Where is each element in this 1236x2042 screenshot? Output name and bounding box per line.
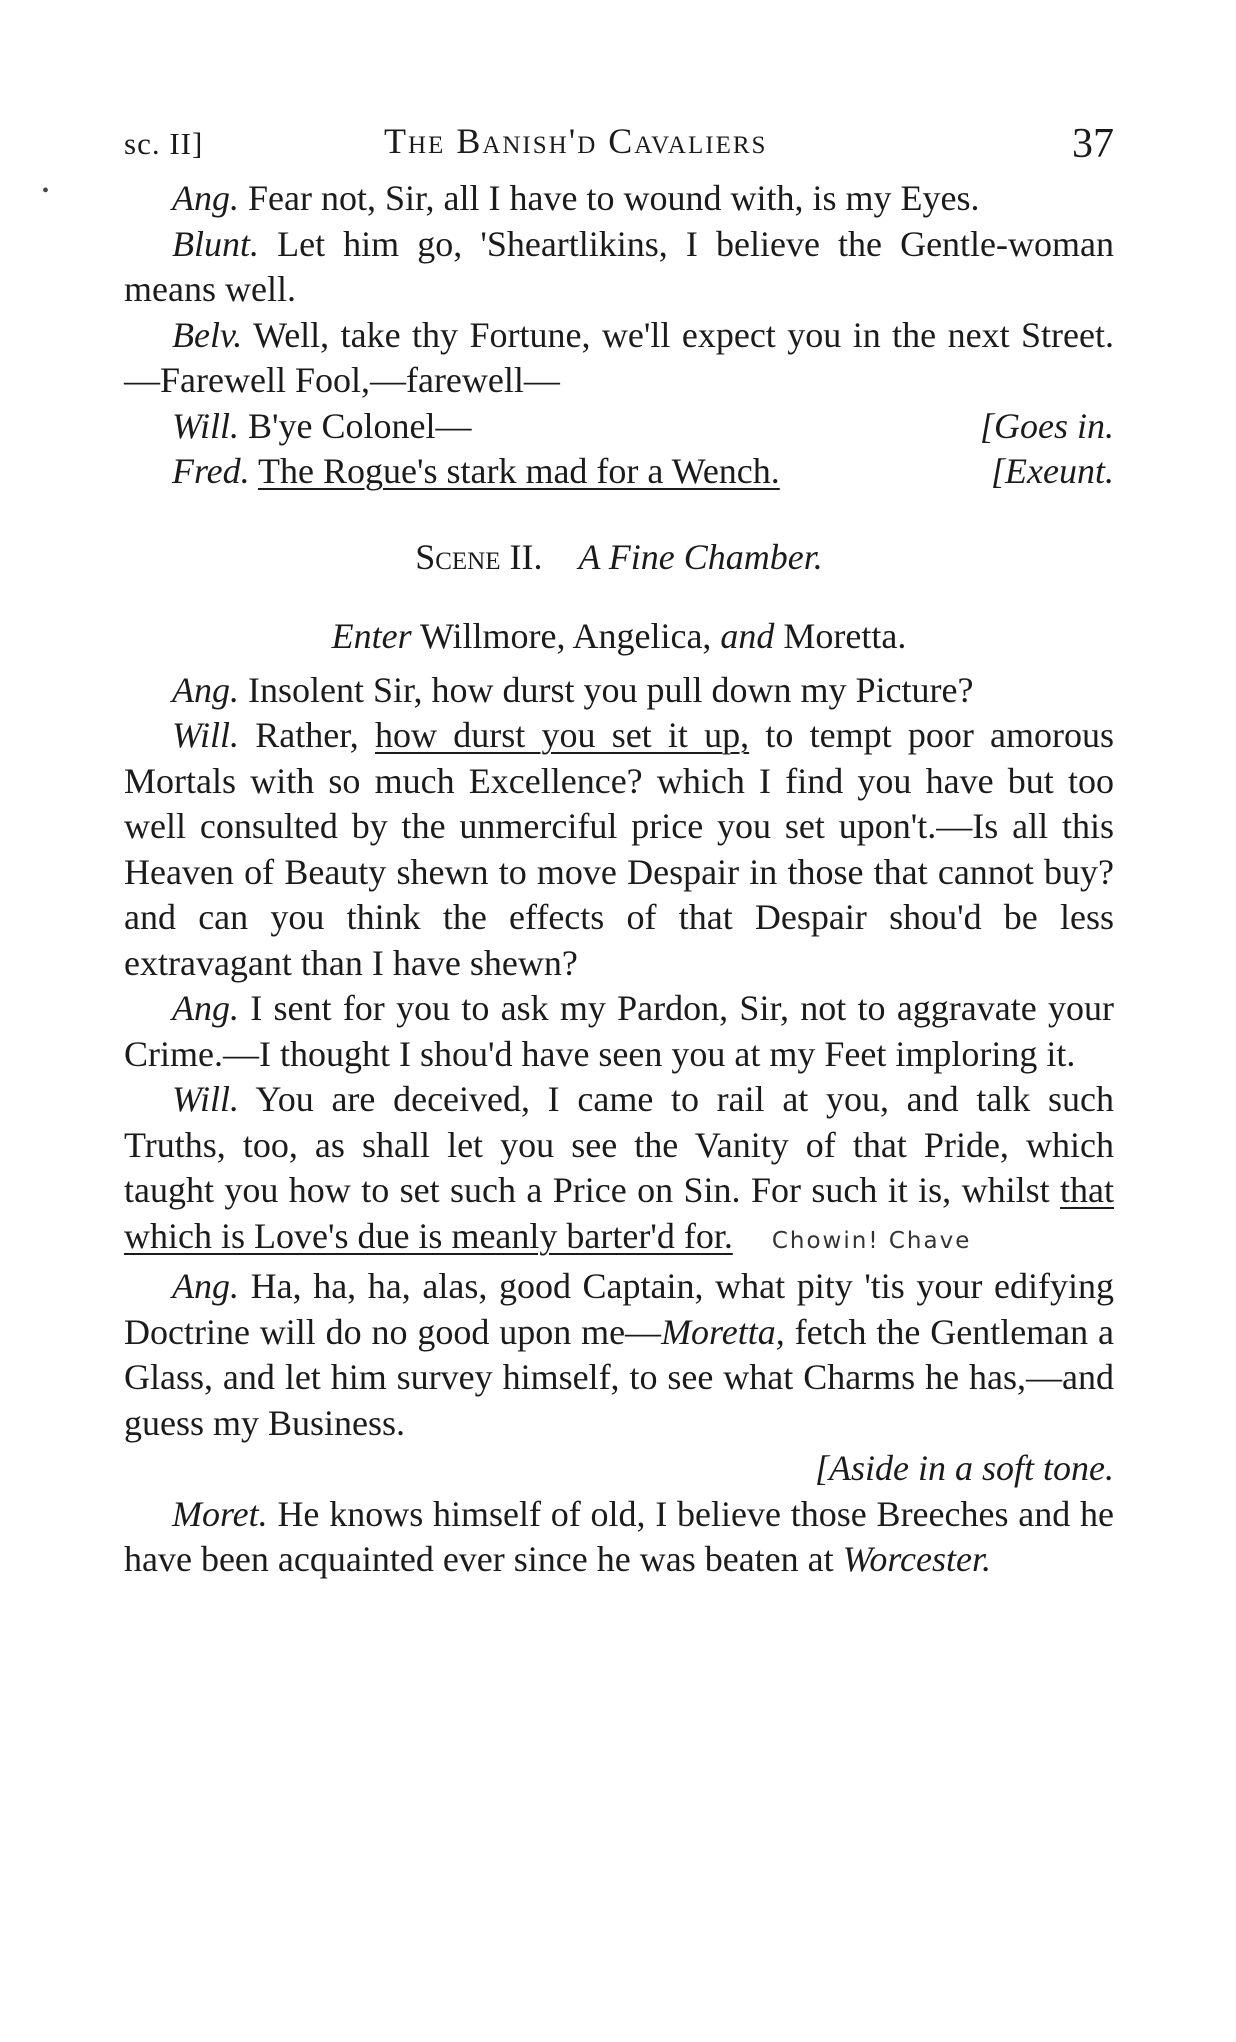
speech-text: Insolent Sir, how durst you pull down my Picture? [248, 669, 974, 710]
scene-label: Scene II. [415, 536, 543, 577]
section-reference: sc. II] [124, 126, 204, 161]
handwritten-annotation: Chowin! Chave [771, 1227, 972, 1254]
enter-word: Enter [331, 616, 412, 656]
speech-belvile-1 [124, 313, 1114, 404]
margin-mark: • [42, 180, 50, 202]
speaker-name: Ang. [172, 1266, 239, 1306]
running-header [124, 112, 1114, 172]
speech-moretta-1 [124, 1492, 1114, 1583]
stage-direction-aside: [Aside in a soft tone. [815, 1448, 1114, 1488]
speech-text: Rather, [255, 715, 359, 755]
speaker-name: Ang. [172, 669, 239, 710]
speaker-name: Ang. [172, 988, 239, 1028]
speech-text: He knows himself of old, I believe those Breeches and he have been acquainted ever since he was beaten at [124, 1493, 1114, 1579]
speech-text: Well, take thy Fortune, we'll expect you in the next Street.—Farewell Fool,—farewell— [124, 314, 1114, 400]
speech-text: B'ye Colonel— [248, 405, 472, 446]
underlined-text: how durst you set it up, [375, 715, 750, 755]
speech-text: Ha, ha, ha, alas, good Captain, what pity 'tis your edifying Doctrine will do no good upon me— [124, 1266, 1114, 1352]
speech-blunt-1 [124, 222, 1114, 313]
stage-direction: [Goes in. [980, 405, 1114, 446]
place-name: Worcester. [842, 1539, 991, 1579]
speech-text: to tempt poor amorous Mortals with so much Excellence? which I find you have but too well consulted by the unmerciful price you set upon't.—Is all this Heaven of Beauty shewn to move Despair in those that cannot buy? and can you think the effects of that Despair shou'd be less extravagant than I have shewn? [124, 715, 1115, 983]
scene-heading [124, 535, 1114, 581]
speech-angelica-1 [124, 176, 1114, 222]
speaker-name: Blunt. [172, 223, 259, 264]
speech-willmore-3 [124, 1077, 1114, 1264]
enter-names: Willmore, Angelica, [419, 616, 712, 656]
speech-text: Fear not, Sir, all I have to wound with, is my Eyes. [248, 178, 980, 218]
speech-text: Let him go, 'Sheartlikins, I believe the Gentle-woman means well. [124, 223, 1115, 309]
speaker-name: Fred. [172, 451, 250, 491]
character-name: Moretta, [661, 1311, 785, 1352]
speech-text: I sent for you to ask my Pardon, Sir, not to aggravate your Crime.—I thought I shou'd have seen you at my Feet imploring it. [124, 988, 1115, 1074]
speech-angelica-2 [124, 668, 1114, 714]
underlined-text: The Rogue's stark mad for a Wench. [258, 451, 780, 491]
underlined-text: that which is Love's due is meanly barter'd for. [124, 1170, 1114, 1256]
speaker-name: Belv. [172, 314, 243, 355]
enter-and: and [720, 616, 775, 656]
speech-frederick-1 [124, 449, 1114, 495]
stage-direction: [Exeunt. [991, 451, 1114, 491]
running-title: The Banish'd Cavaliers [384, 121, 768, 161]
entrance-direction [124, 614, 1114, 660]
speech-willmore-2 [124, 713, 1114, 986]
speaker-name: Will. [172, 715, 240, 755]
speech-angelica-3 [124, 986, 1114, 1077]
page-number: 37 [1072, 121, 1114, 167]
scene-setting: A Fine Chamber. [578, 536, 823, 577]
speaker-name: Moret. [172, 1493, 268, 1534]
speech-willmore-1 [124, 404, 1114, 450]
play-text [124, 176, 1114, 1583]
speech-angelica-4 [124, 1264, 1114, 1446]
speaker-name: Ang. [172, 178, 239, 218]
speech-text: You are deceived, I came to rail at you, and talk such Truths, too, as shall let you see the Vanity of that Pride, which taught you how to set such a Price on Sin. For such it is, whilst [124, 1079, 1114, 1210]
speaker-name: Will. [172, 1079, 240, 1119]
speaker-name: Will. [172, 405, 240, 446]
speech-text: fetch the Gentleman a Glass, and let him survey himself, to see what Charms he has,—and guess my Business. [124, 1311, 1114, 1443]
enter-names: Moretta. [783, 616, 907, 656]
